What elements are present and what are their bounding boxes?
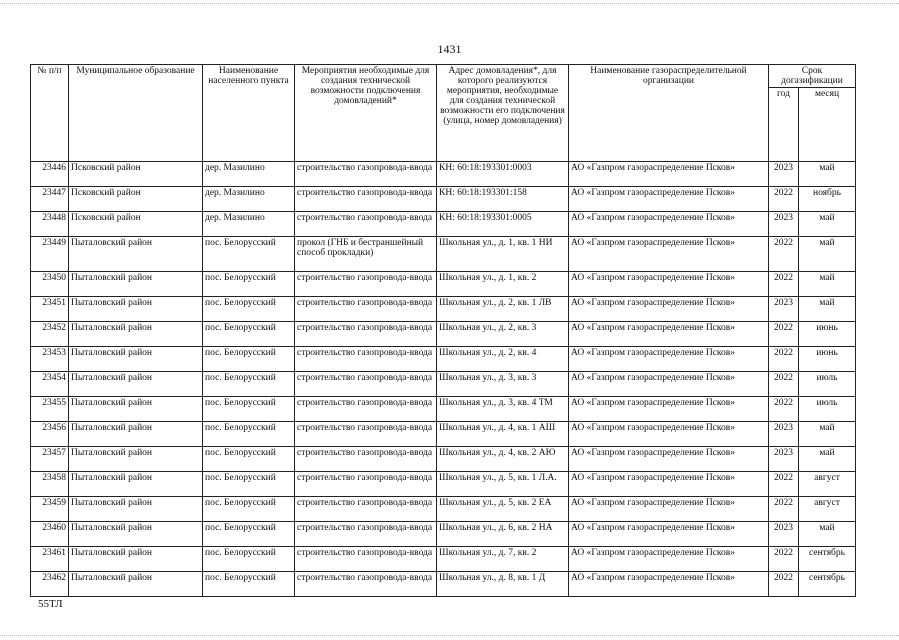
cell-num: 23454 [31,372,69,397]
cell-year: 2023 [769,297,799,322]
cell-num: 23449 [31,237,69,272]
cell-measures: строительство газопровода-ввода [295,497,437,522]
cell-address: Школьная ул., д. 1, кв. 2 [437,272,569,297]
cell-org: АО «Газпром газораспределение Псков» [569,547,769,572]
cell-municipality: Пыталовский район [69,297,203,322]
cell-year: 2022 [769,187,799,212]
table-row [31,422,856,447]
table-row [31,447,856,472]
cell-address: Школьная ул., д. 4, кв. 2 АЮ [437,447,569,472]
cell-org: АО «Газпром газораспределение Псков» [569,422,769,447]
cell-month: май [799,162,856,187]
cell-num: 23461 [31,547,69,572]
cell-address: Школьная ул., д. 5, кв. 1 Л.А. [437,472,569,497]
cell-num: 23459 [31,497,69,522]
cell-month: май [799,212,856,237]
cell-month: август [799,497,856,522]
cell-year: 2023 [769,162,799,187]
cell-municipality: Пыталовский район [69,237,203,272]
header-num: № п/п [31,65,69,162]
cell-municipality: Псковский район [69,162,203,187]
cell-org: АО «Газпром газораспределение Псков» [569,572,769,597]
cell-year: 2022 [769,272,799,297]
cell-measures: строительство газопровода-ввода [295,422,437,447]
cell-address: Школьная ул., д. 3, кв. 3 [437,372,569,397]
table-body [31,162,856,597]
cell-address: КН: 60:18:193301:158 [437,187,569,212]
cell-org: АО «Газпром газораспределение Псков» [569,272,769,297]
table-row [31,347,856,372]
cell-settlement: пос. Белорусский [203,522,295,547]
gasification-table [30,64,856,597]
table-row [31,322,856,347]
cell-settlement: пос. Белорусский [203,572,295,597]
cell-municipality: Псковский район [69,187,203,212]
table-row [31,472,856,497]
cell-measures: строительство газопровода-ввода [295,297,437,322]
cell-month: май [799,297,856,322]
table-row [31,237,856,272]
cell-settlement: пос. Белорусский [203,447,295,472]
cell-num: 23452 [31,322,69,347]
cell-month: май [799,447,856,472]
cell-settlement: пос. Белорусский [203,422,295,447]
cell-org: АО «Газпром газораспределение Псков» [569,372,769,397]
cell-address: КН: 60:18:193301:0003 [437,162,569,187]
cell-num: 23460 [31,522,69,547]
table-row [31,372,856,397]
header-month: месяц [799,88,856,162]
footer-code: 55ТЛ [38,598,63,610]
cell-measures: строительство газопровода-ввода [295,322,437,347]
cell-year: 2022 [769,372,799,397]
page-number: 1431 [437,42,462,56]
cell-year: 2022 [769,347,799,372]
cell-org: АО «Газпром газораспределение Псков» [569,522,769,547]
cell-settlement: пос. Белорусский [203,547,295,572]
cell-org: АО «Газпром газораспределение Псков» [569,187,769,212]
cell-num: 23458 [31,472,69,497]
cell-municipality: Пыталовский район [69,372,203,397]
cell-settlement: пос. Белорусский [203,237,295,272]
cell-address: Школьная ул., д. 3, кв. 4 ТМ [437,397,569,422]
cell-address: Школьная ул., д. 4, кв. 1 АШ [437,422,569,447]
table-row [31,547,856,572]
cell-org: АО «Газпром газораспределение Псков» [569,212,769,237]
cell-month: июнь [799,347,856,372]
cell-settlement: пос. Белорусский [203,497,295,522]
cell-settlement: пос. Белорусский [203,272,295,297]
cell-municipality: Пыталовский район [69,497,203,522]
table-row [31,497,856,522]
cell-org: АО «Газпром газораспределение Псков» [569,497,769,522]
cell-settlement: пос. Белорусский [203,322,295,347]
cell-year: 2022 [769,322,799,347]
cell-address: Школьная ул., д. 8, кв. 1 Д [437,572,569,597]
cell-year: 2022 [769,397,799,422]
cell-measures: строительство газопровода-ввода [295,522,437,547]
cell-year: 2022 [769,472,799,497]
cell-address: Школьная ул., д. 7, кв. 2 [437,547,569,572]
table-row [31,272,856,297]
cell-num: 23456 [31,422,69,447]
cell-month: май [799,522,856,547]
cell-settlement: пос. Белорусский [203,347,295,372]
cell-year: 2023 [769,522,799,547]
cell-measures: строительство газопровода-ввода [295,162,437,187]
cell-year: 2022 [769,237,799,272]
cell-address: Школьная ул., д. 2, кв. 4 [437,347,569,372]
header-address: Адрес домовладения*, для которого реализуются мероприятия, необходимые для создания технической возможности его подключения (улица, номер домовладения) [437,65,569,162]
cell-settlement: дер. Мазилино [203,187,295,212]
table-row [31,297,856,322]
cell-num: 23448 [31,212,69,237]
cell-municipality: Пыталовский район [69,397,203,422]
cell-settlement: дер. Мазилино [203,162,295,187]
scan-edge-bottom [0,635,899,636]
cell-num: 23447 [31,187,69,212]
cell-month: сентябрь [799,572,856,597]
cell-num: 23462 [31,572,69,597]
cell-measures: строительство газопровода-ввода [295,272,437,297]
cell-municipality: Пыталовский район [69,472,203,497]
cell-month: май [799,272,856,297]
cell-org: АО «Газпром газораспределение Псков» [569,472,769,497]
cell-month: июнь [799,322,856,347]
cell-org: АО «Газпром газораспределение Псков» [569,322,769,347]
cell-num: 23451 [31,297,69,322]
cell-year: 2023 [769,447,799,472]
cell-settlement: дер. Мазилино [203,212,295,237]
table-row [31,212,856,237]
table-row [31,522,856,547]
table-row [31,397,856,422]
cell-municipality: Пыталовский район [69,347,203,372]
cell-municipality: Пыталовский район [69,572,203,597]
cell-municipality: Пыталовский район [69,522,203,547]
cell-measures: строительство газопровода-ввода [295,347,437,372]
cell-month: июль [799,372,856,397]
header-year: год [769,88,799,162]
cell-num: 23450 [31,272,69,297]
header-measures: Мероприятия необходимые для создания технической возможности подключения домовладений* [295,65,437,162]
cell-municipality: Пыталовский район [69,272,203,297]
cell-month: май [799,422,856,447]
cell-num: 23455 [31,397,69,422]
cell-measures: строительство газопровода-ввода [295,187,437,212]
cell-num: 23446 [31,162,69,187]
cell-org: АО «Газпром газораспределение Псков» [569,397,769,422]
cell-year: 2023 [769,422,799,447]
cell-address: Школьная ул., д. 1, кв. 1 НИ [437,237,569,272]
cell-month: май [799,237,856,272]
cell-settlement: пос. Белорусский [203,297,295,322]
scan-edge-top [0,3,899,4]
cell-municipality: Пыталовский район [69,547,203,572]
cell-settlement: пос. Белорусский [203,372,295,397]
cell-org: АО «Газпром газораспределение Псков» [569,297,769,322]
cell-year: 2022 [769,497,799,522]
cell-measures: строительство газопровода-ввода [295,547,437,572]
header-org: Наименование газораспределительной организации [569,65,769,162]
cell-municipality: Пыталовский район [69,322,203,347]
cell-address: КН: 60:18:193301:0005 [437,212,569,237]
cell-municipality: Псковский район [69,212,203,237]
cell-settlement: пос. Белорусский [203,397,295,422]
table-row [31,162,856,187]
cell-month: август [799,472,856,497]
cell-org: АО «Газпром газораспределение Псков» [569,162,769,187]
table-row [31,572,856,597]
cell-measures: строительство газопровода-ввода [295,397,437,422]
cell-year: 2023 [769,212,799,237]
cell-year: 2022 [769,572,799,597]
table-row [31,187,856,212]
cell-month: сентябрь [799,547,856,572]
header-settlement: Наименование населенного пункта [203,65,295,162]
cell-measures: строительство газопровода-ввода [295,212,437,237]
cell-org: АО «Газпром газораспределение Псков» [569,347,769,372]
cell-org: АО «Газпром газораспределение Псков» [569,447,769,472]
cell-year: 2022 [769,547,799,572]
cell-num: 23457 [31,447,69,472]
cell-municipality: Пыталовский район [69,422,203,447]
cell-address: Школьная ул., д. 2, кв. 3 [437,322,569,347]
cell-measures: строительство газопровода-ввода [295,372,437,397]
cell-municipality: Пыталовский район [69,447,203,472]
header-deadline: Срок догазификации [769,65,856,88]
cell-address: Школьная ул., д. 5, кв. 2 ЕА [437,497,569,522]
cell-measures: строительство газопровода-ввода [295,447,437,472]
cell-address: Школьная ул., д. 2, кв. 1 ЛВ [437,297,569,322]
cell-month: июль [799,397,856,422]
cell-measures: прокол (ГНБ и бестраншейный способ прокладки) [295,237,437,272]
header-municipality: Муниципальное образование [69,65,203,162]
cell-settlement: пос. Белорусский [203,472,295,497]
cell-month: ноябрь [799,187,856,212]
cell-num: 23453 [31,347,69,372]
cell-measures: строительство газопровода-ввода [295,572,437,597]
cell-org: АО «Газпром газораспределение Псков» [569,237,769,272]
cell-measures: строительство газопровода-ввода [295,472,437,497]
cell-address: Школьная ул., д. 6, кв. 2 НА [437,522,569,547]
